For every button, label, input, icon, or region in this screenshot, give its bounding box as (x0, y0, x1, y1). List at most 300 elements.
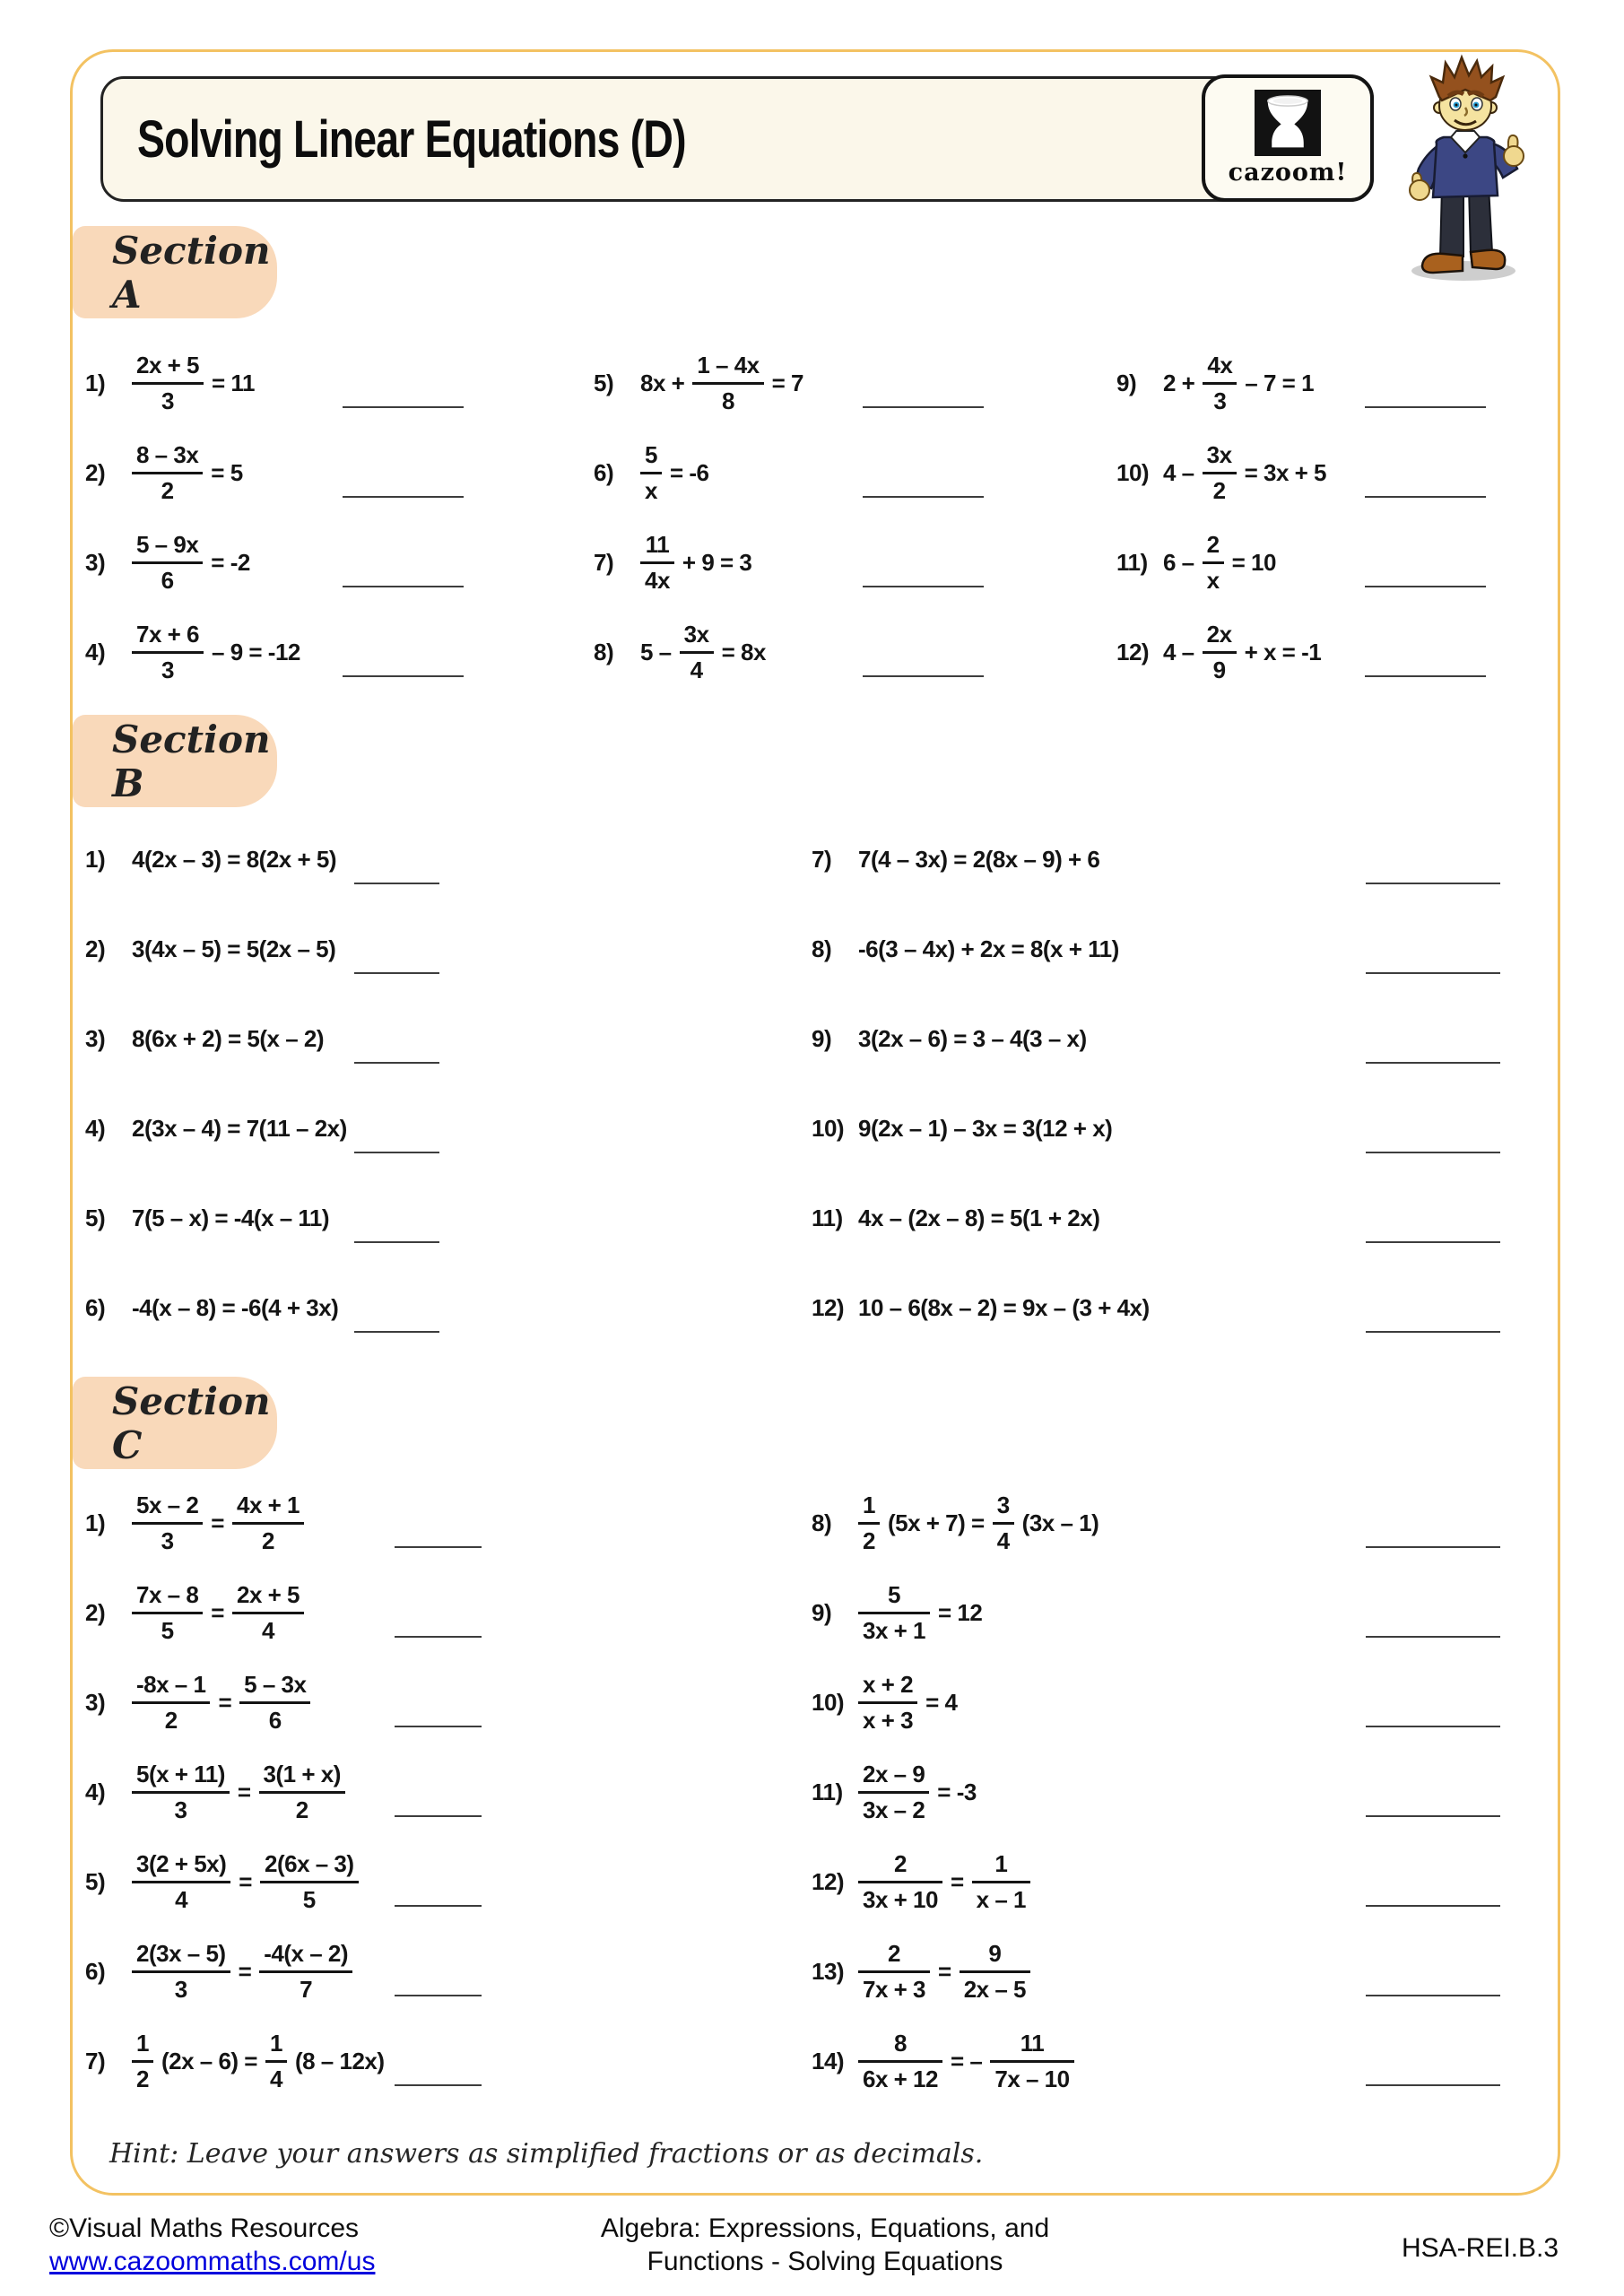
fraction (239, 1671, 310, 1735)
equation-text: = (238, 1957, 252, 1985)
problem (812, 1173, 1539, 1263)
fraction-numerator: 11 (640, 531, 674, 564)
fraction (260, 1850, 359, 1914)
fraction-denominator: 2 (136, 2065, 149, 2092)
equation (132, 1294, 338, 1322)
answer-line[interactable] (863, 586, 984, 587)
fraction (132, 1671, 210, 1735)
equation-text: 8x + (640, 369, 685, 396)
fraction (858, 1940, 930, 2004)
equation-text: = 12 (938, 1598, 983, 1626)
answer-line[interactable] (1366, 1995, 1500, 1996)
fraction-numerator: 4x (1203, 352, 1237, 385)
fraction-numerator: 1 – 4x (692, 352, 763, 385)
problem-number: 11) (1116, 548, 1148, 576)
problem-number: 11) (812, 1204, 843, 1231)
fraction-denominator: 3 (1213, 387, 1227, 414)
problem (85, 994, 812, 1083)
fraction (232, 1492, 304, 1555)
problem-number: 2) (85, 1598, 106, 1626)
fraction (858, 1761, 929, 1824)
equation-text: = (211, 1509, 224, 1536)
answer-line[interactable] (395, 2084, 482, 2086)
fraction-denominator: x – 1 (976, 1885, 1026, 1913)
problem (812, 1657, 1539, 1747)
topic-line-2: Functions - Solving Equations (647, 2247, 1003, 2276)
answer-line[interactable] (354, 1331, 439, 1333)
answer-line[interactable] (1366, 1636, 1500, 1638)
fraction-numerator: 5 (640, 441, 662, 474)
fraction-numerator: 3(1 + x) (259, 1761, 345, 1794)
fraction (640, 531, 674, 595)
equation (132, 441, 243, 505)
fraction-denominator: 7x + 3 (863, 1975, 926, 2003)
fraction (680, 621, 714, 684)
equation-text: + 9 = 3 (682, 548, 752, 576)
equation-text: = -6 (669, 458, 709, 486)
equation (132, 1940, 352, 2004)
equation-text: = 8x (721, 638, 766, 665)
topic-line-1: Algebra: Expressions, Equations, and (600, 2213, 1050, 2243)
fraction-denominator: 2 (295, 1796, 308, 1823)
answer-line[interactable] (395, 1815, 482, 1817)
equation (132, 621, 300, 684)
problem-number: 3) (85, 548, 106, 576)
equation-text: = 4 (925, 1688, 958, 1716)
fraction-denominator: 4x (645, 566, 670, 594)
problem-number: 2) (85, 458, 106, 486)
fraction-numerator: 1 (265, 2030, 287, 2063)
problem (85, 1926, 812, 2016)
answer-line[interactable] (343, 496, 464, 498)
answer-line[interactable] (1365, 496, 1486, 498)
equation-text: (2x – 6) = (161, 2047, 257, 2074)
fraction-denominator: 3 (161, 1526, 174, 1554)
standard-code: HSA-REI.B.3 (1402, 2233, 1559, 2263)
equation-text: + x = -1 (1244, 638, 1322, 665)
problem (85, 1263, 812, 1352)
equation-text: -4(x – 8) = -6(4 + 3x) (132, 1293, 339, 1321)
fraction (132, 1761, 230, 1824)
problem (812, 1926, 1539, 2016)
fraction-denominator: 2 (262, 1526, 274, 1554)
equation (132, 1761, 345, 1824)
fraction (259, 1761, 345, 1824)
equation-text: – 9 = -12 (212, 638, 300, 665)
answer-line[interactable] (1366, 972, 1500, 974)
equation (640, 621, 766, 684)
equation-text: = -3 (937, 1778, 977, 1805)
fraction (132, 352, 204, 415)
equation-text: – 7 = 1 (1245, 369, 1315, 396)
section-b-header (73, 715, 277, 807)
fraction (132, 621, 204, 684)
fraction (132, 1850, 230, 1914)
fraction (265, 2030, 287, 2093)
equation (858, 846, 1099, 874)
fraction-numerator: 4x + 1 (232, 1492, 304, 1525)
problem-number: 1) (85, 845, 106, 873)
equation-text: = 3x + 5 (1244, 458, 1326, 486)
problem (85, 1478, 812, 1568)
fraction (858, 1671, 917, 1735)
fraction-denominator: 4 (269, 2065, 282, 2092)
fraction-numerator: 1 (858, 1492, 880, 1525)
fraction-denominator: 4 (175, 1885, 188, 1913)
equation-text: = 7 (771, 369, 803, 396)
equation-text: 4 – (1163, 458, 1194, 486)
equation (132, 846, 336, 874)
equation (858, 1940, 1030, 2004)
problem-number: 4) (85, 638, 106, 665)
equation-text: = (218, 1688, 232, 1716)
answer-line[interactable] (1366, 1546, 1500, 1548)
problem-number: 9) (812, 1598, 832, 1626)
fraction (640, 441, 662, 505)
fraction-numerator: -4(x – 2) (259, 1940, 352, 1973)
fraction-numerator: 2x + 5 (232, 1581, 304, 1614)
answer-line[interactable] (863, 496, 984, 498)
fraction-numerator: -8x – 1 (132, 1671, 210, 1704)
equation (132, 2030, 385, 2093)
equation-text: 6 – (1163, 548, 1194, 576)
fraction-numerator: 1 (972, 1850, 1030, 1883)
equation-text: = – (950, 2047, 983, 2074)
fraction-denominator: 7x – 10 (994, 2065, 1070, 2092)
equation-text: -6(3 – 4x) + 2x = 8(x + 11) (858, 935, 1119, 962)
fraction-numerator: 5 (858, 1581, 930, 1614)
equation (858, 935, 1119, 963)
problem-number: 10) (812, 1114, 845, 1142)
fraction-numerator: 5 – 9x (132, 531, 203, 564)
fraction-numerator: 7x + 6 (132, 621, 204, 654)
answer-line[interactable] (343, 406, 464, 408)
answer-line[interactable] (863, 675, 984, 677)
equation (132, 1115, 347, 1143)
problem-number: 5) (85, 1204, 106, 1231)
fraction (858, 1850, 942, 1914)
fraction (990, 2030, 1073, 2093)
fraction-denominator: 2 (863, 1526, 875, 1554)
fraction-denominator: 6 (161, 566, 174, 594)
section-a-problems (85, 338, 1539, 697)
problem-number: 7) (812, 845, 832, 873)
problem-number: 12) (1116, 638, 1150, 665)
fraction-numerator: 2x + 5 (132, 352, 204, 385)
problem (583, 607, 1107, 697)
boy-character-illustration (1392, 54, 1535, 283)
equation-text: 7(5 – x) = -4(x – 11) (132, 1204, 330, 1231)
answer-line[interactable] (1366, 1905, 1500, 1907)
answer-line[interactable] (343, 586, 464, 587)
logo-text: cazoom! (1228, 159, 1348, 187)
answer-line[interactable] (1365, 406, 1486, 408)
fraction (858, 2030, 942, 2093)
problem-number: 1) (85, 1509, 106, 1536)
equation (132, 1492, 304, 1555)
fraction-numerator: 5(x + 11) (132, 1761, 230, 1794)
fraction-denominator: 3 (161, 656, 174, 683)
fraction (132, 1940, 230, 2004)
problem-number: 4) (85, 1778, 106, 1805)
fraction-denominator: 6x + 12 (863, 2065, 938, 2092)
problem-number: 8) (812, 1509, 832, 1536)
fraction (132, 441, 203, 505)
fraction-denominator: 3 (174, 1975, 187, 2003)
problem (85, 1837, 812, 1926)
answer-line[interactable] (1365, 675, 1486, 677)
equation (1163, 531, 1276, 595)
problem-number: 9) (812, 1024, 832, 1052)
equation (132, 1581, 304, 1645)
equation (858, 1850, 1030, 1914)
problem-number: 3) (85, 1024, 106, 1052)
problem (85, 904, 812, 994)
equation-text: 8(6x + 2) = 5(x – 2) (132, 1024, 325, 1052)
problem-number: 4) (85, 1114, 106, 1142)
equation-text: 2(3x – 4) = 7(11 – 2x) (132, 1114, 347, 1142)
equation-text: 2 + (1163, 369, 1195, 396)
equation (640, 531, 751, 595)
equation (1163, 352, 1314, 415)
problem (812, 904, 1539, 994)
problem (85, 1657, 812, 1747)
equation (858, 1492, 1099, 1555)
equation-text: = 10 (1231, 548, 1276, 576)
equation (858, 1115, 1112, 1143)
answer-line[interactable] (1366, 1331, 1500, 1333)
answer-line[interactable] (1366, 1815, 1500, 1817)
equation (132, 1025, 324, 1053)
equation (858, 1025, 1087, 1053)
fraction-denominator: 8 (721, 387, 734, 414)
problem-number: 5) (85, 1867, 106, 1895)
fraction-denominator: 4 (996, 1526, 1010, 1554)
section-a-header (73, 226, 277, 318)
answer-line[interactable] (863, 406, 984, 408)
fraction-denominator: 9 (1212, 656, 1226, 683)
fraction-numerator: x + 2 (858, 1671, 917, 1704)
fraction (132, 2030, 153, 2093)
answer-line[interactable] (1366, 883, 1500, 884)
section-b-label: Section B (112, 717, 271, 805)
fraction-numerator: 7x – 8 (132, 1581, 203, 1614)
problem-number: 12) (812, 1867, 845, 1895)
answer-line[interactable] (395, 1546, 482, 1548)
equation (858, 1761, 977, 1824)
problem (85, 2016, 812, 2106)
fraction-denominator: x + 3 (863, 1706, 914, 1734)
fraction-numerator: 9 (960, 1940, 1030, 1973)
equation (858, 2030, 1074, 2093)
fraction-numerator: 2x – 9 (858, 1761, 929, 1794)
fraction (1203, 441, 1237, 505)
problem (812, 1837, 1539, 1926)
fraction-numerator: 2 (858, 1850, 942, 1883)
fraction-denominator: 2x – 5 (963, 1975, 1026, 2003)
equation-text: = (950, 1867, 964, 1895)
problem-number: 10) (1116, 458, 1150, 486)
equation-text: (8 – 12x) (294, 2047, 385, 2074)
problem (812, 1083, 1539, 1173)
equation-text: = (239, 1867, 252, 1895)
problem-number: 14) (812, 2047, 845, 2074)
problem-number: 7) (85, 2047, 106, 2074)
equation (858, 1294, 1150, 1322)
problem (1107, 517, 1539, 607)
equation-text: 3(2x – 6) = 3 – 4(3 – x) (858, 1024, 1087, 1052)
footer-topic (538, 2212, 1112, 2278)
problem (85, 1083, 812, 1173)
problem (812, 814, 1539, 904)
section-a-label: Section A (112, 228, 271, 317)
equation (1163, 441, 1326, 505)
title-box (100, 76, 1374, 202)
fraction-denominator: x (1206, 566, 1220, 594)
fraction-denominator: x (645, 476, 657, 504)
fraction-denominator: 3 (174, 1796, 187, 1823)
fraction-numerator: 5 – 3x (239, 1671, 310, 1704)
problem-number: 6) (594, 458, 614, 486)
answer-line[interactable] (1365, 586, 1486, 587)
fraction-denominator: 2 (164, 1706, 178, 1734)
fraction (972, 1850, 1030, 1914)
fraction (1203, 531, 1224, 595)
answer-line[interactable] (1366, 1152, 1500, 1153)
answer-line[interactable] (1366, 1241, 1500, 1243)
problem (1107, 338, 1539, 428)
equation-text: (3x – 1) (1021, 1509, 1099, 1536)
fraction-numerator: 3x (680, 621, 714, 654)
fraction-denominator: 2 (161, 476, 174, 504)
fraction-denominator: 5 (302, 1885, 316, 1913)
equation (132, 1850, 359, 1914)
problem (812, 1263, 1539, 1352)
problem-number: 2) (85, 935, 106, 962)
problem-number: 9) (1116, 369, 1137, 396)
fraction-numerator: 11 (990, 2030, 1073, 2063)
equation-text: (5x + 7) = (887, 1509, 985, 1536)
fraction (858, 1581, 930, 1645)
problem (812, 994, 1539, 1083)
equation-text: = 11 (212, 369, 255, 396)
answer-line[interactable] (1366, 1726, 1500, 1727)
fraction-numerator: 2 (858, 1940, 930, 1973)
fraction-numerator: 2x (1203, 621, 1237, 654)
answer-line[interactable] (1366, 2084, 1500, 2086)
fraction-denominator: 7 (300, 1975, 313, 2003)
equation (1163, 621, 1321, 684)
fraction-numerator: 8 (858, 2030, 942, 2063)
fraction-denominator: 4 (262, 1616, 274, 1644)
fraction-numerator: 8 – 3x (132, 441, 203, 474)
answer-line[interactable] (395, 1905, 482, 1907)
problem-number: 11) (812, 1778, 843, 1805)
equation-text: 4(2x – 3) = 8(2x + 5) (132, 845, 336, 873)
problem (85, 1568, 812, 1657)
problem (1107, 428, 1539, 517)
problem (812, 1747, 1539, 1837)
website-link[interactable]: www.cazoommaths.com/us (49, 2247, 376, 2276)
fraction (993, 1492, 1014, 1555)
hint-text: Hint: Leave your answers as simplified fractions or as decimals. (109, 2138, 984, 2170)
equation-text: 3(4x – 5) = 5(2x – 5) (132, 935, 336, 962)
fraction (858, 1492, 880, 1555)
fraction-denominator: 3x + 1 (863, 1616, 926, 1644)
fraction-denominator: 5 (161, 1616, 174, 1644)
fraction-numerator: 2(3x – 5) (132, 1940, 230, 1973)
fraction-denominator: 2 (1212, 476, 1226, 504)
answer-line[interactable] (354, 1062, 439, 1064)
answer-line[interactable] (395, 1636, 482, 1638)
answer-line[interactable] (395, 1726, 482, 1727)
fraction-numerator: 3 (993, 1492, 1014, 1525)
answer-line[interactable] (395, 1995, 482, 1996)
equation (132, 1671, 310, 1735)
problem-number: 12) (812, 1293, 845, 1321)
fraction (1203, 621, 1237, 684)
equation-text: 5 – (640, 638, 672, 665)
problem-number: 8) (594, 638, 614, 665)
equation (132, 1205, 329, 1232)
problem-number: 6) (85, 1957, 106, 1985)
problem (812, 1568, 1539, 1657)
problem (812, 1478, 1539, 1568)
equation (640, 441, 709, 505)
problem (812, 2016, 1539, 2106)
equation (132, 531, 250, 595)
answer-line[interactable] (354, 972, 439, 974)
problem-number: 8) (812, 935, 832, 962)
answer-line[interactable] (354, 883, 439, 884)
equation (858, 1581, 982, 1645)
problem (85, 1747, 812, 1837)
problem (583, 428, 1107, 517)
equation (858, 1671, 957, 1735)
problem (85, 607, 583, 697)
problem (583, 338, 1107, 428)
answer-line[interactable] (1366, 1062, 1500, 1064)
problem-number: 10) (812, 1688, 845, 1716)
equation-text: = (938, 1957, 951, 1985)
answer-line[interactable] (354, 1152, 439, 1153)
section-c-problems (85, 1478, 1539, 2106)
problem-number: 7) (594, 548, 614, 576)
fraction-numerator: 2 (1203, 531, 1224, 564)
fraction-denominator: 4 (690, 656, 703, 683)
equation-text: = (211, 1598, 224, 1626)
answer-line[interactable] (343, 675, 464, 677)
fraction (960, 1940, 1030, 2004)
fraction-numerator: 3x (1203, 441, 1237, 474)
problem-number: 5) (594, 369, 614, 396)
answer-line[interactable] (354, 1241, 439, 1243)
fraction (132, 1581, 203, 1645)
fraction (132, 531, 203, 595)
problem-number: 6) (85, 1293, 106, 1321)
section-c-label: Section C (112, 1378, 271, 1467)
equation-text: 10 – 6(8x – 2) = 9x – (3 + 4x) (858, 1293, 1150, 1321)
cazoom-logo (1202, 74, 1374, 202)
section-c-header (73, 1377, 277, 1469)
equation-text: 9(2x – 1) – 3x = 3(12 + x) (858, 1114, 1113, 1142)
fraction (232, 1581, 304, 1645)
problem (1107, 607, 1539, 697)
equation (132, 935, 335, 963)
problem (583, 517, 1107, 607)
equation (640, 352, 803, 415)
problem-number: 3) (85, 1688, 106, 1716)
